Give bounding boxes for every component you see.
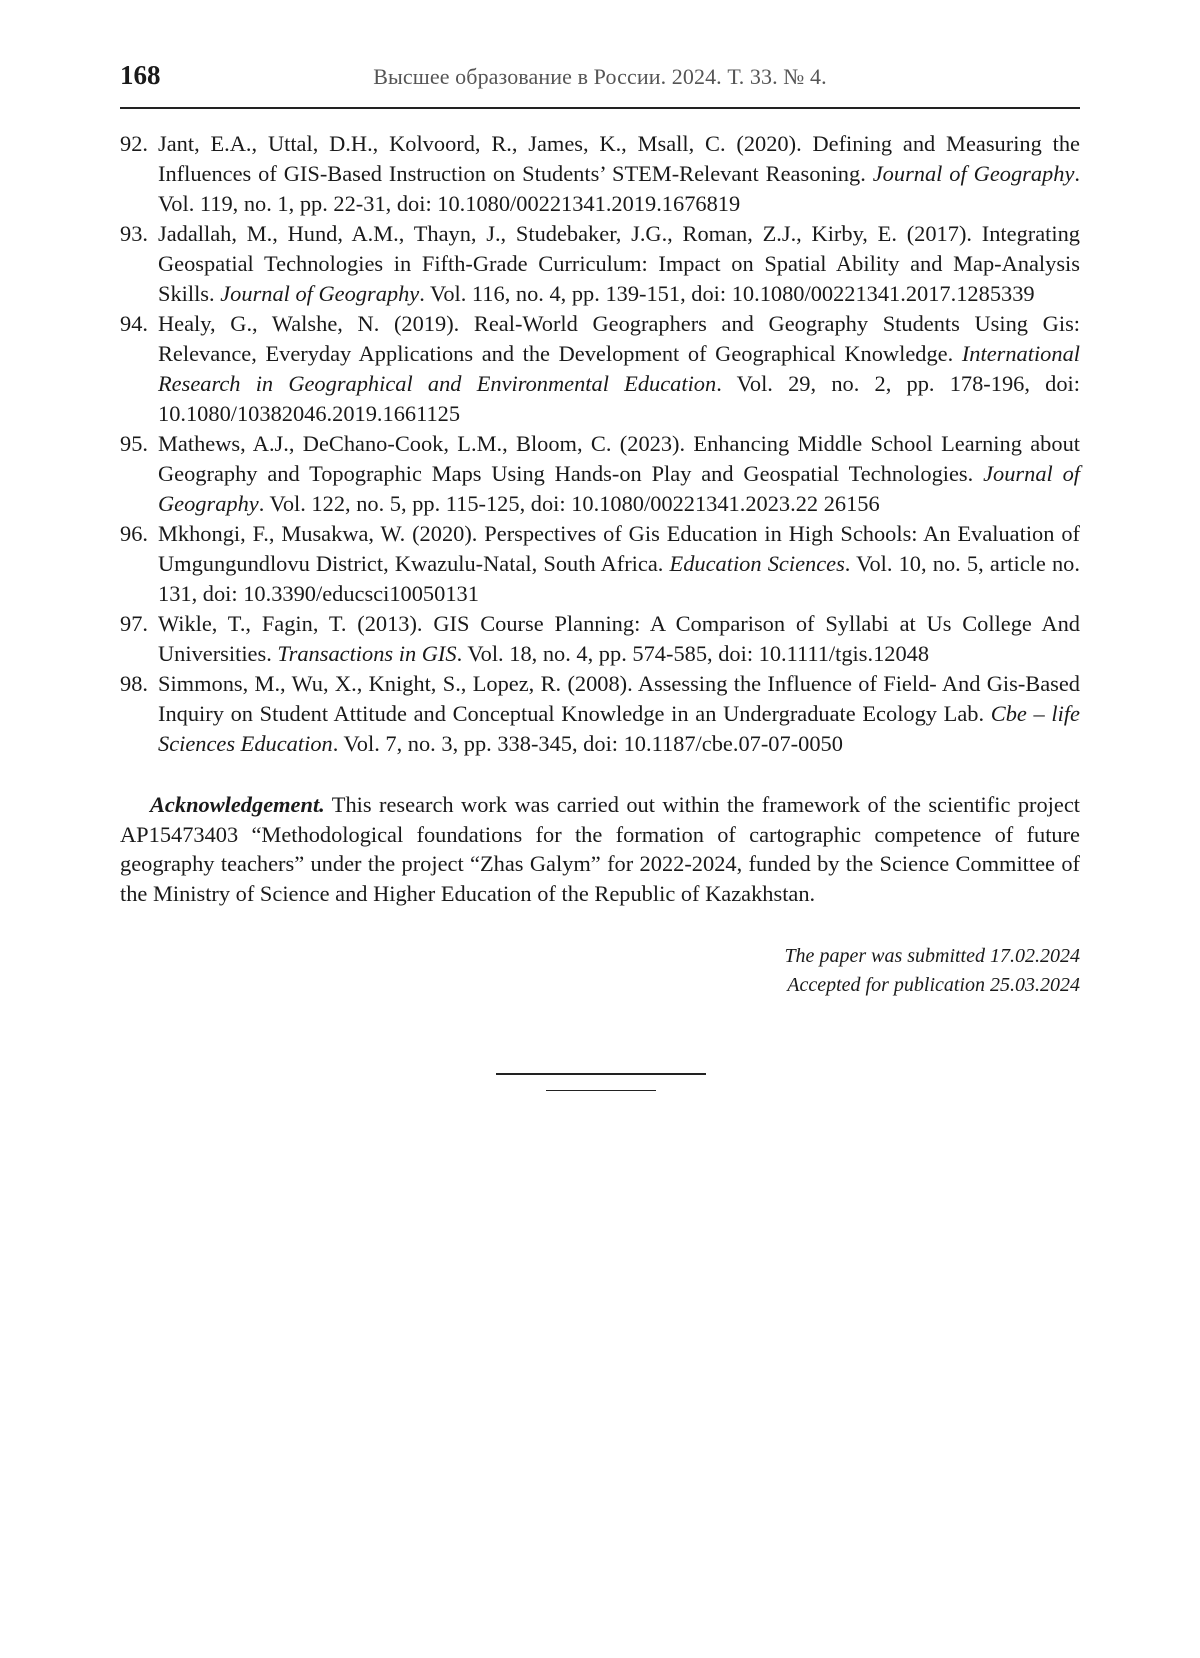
reference-body: Jadallah, M., Hund, A.M., Thayn, J., Studebaker, J.G., Roman, Z.J., Kirby, E. (2017). Integrating Geospatial Technologies in Fifth-Grade Curriculum: Impact on Spatial Ability and Map-Analysis Skills. bbox=[158, 221, 1080, 306]
reference-item bbox=[120, 669, 1080, 759]
journal-title: Transactions in GIS bbox=[277, 641, 457, 666]
reference-item bbox=[120, 609, 1080, 669]
reference-number: 93. bbox=[120, 221, 148, 246]
journal-title: Journal of Geography bbox=[872, 161, 1075, 186]
reference-number: 98. bbox=[120, 671, 148, 696]
reference-text bbox=[158, 611, 1080, 666]
reference-number: 97. bbox=[120, 611, 148, 636]
journal-title: International Research in Geographical and Environmental Education bbox=[158, 341, 1080, 396]
end-rule-long bbox=[496, 1073, 706, 1075]
reference-text bbox=[158, 221, 1080, 306]
reference-number: 96. bbox=[120, 521, 148, 546]
reference-list bbox=[120, 129, 1080, 759]
reference-text bbox=[158, 671, 1080, 756]
accepted-date: Accepted for publication 25.03.2024 bbox=[787, 974, 1080, 996]
reference-body: Simmons, M., Wu, X., Knight, S., Lopez, R. (2008). Assessing the Influence of Field- And Gis-Based Inquiry on Student Attitude and Conceptual Knowledge in an Undergraduate Ecology Lab. bbox=[158, 671, 1080, 726]
reference-details: . Vol. 122, no. 5, pp. 115-125, doi: 10.1080/00221341.2023.22 26156 bbox=[258, 491, 880, 516]
running-title: Высшее образование в России. 2024. Т. 33. № 4. bbox=[373, 64, 827, 89]
journal-title: Education Sciences bbox=[669, 551, 845, 576]
acknowledgement-paragraph bbox=[120, 790, 1080, 908]
journal-title: Journal of Geography bbox=[220, 281, 420, 306]
reference-details: . Vol. 119, no. 1, pp. 22-31, doi: 10.1080/00221341.2019.1676819 bbox=[158, 161, 1080, 216]
end-rule-short bbox=[546, 1090, 656, 1091]
reference-text bbox=[158, 431, 1080, 516]
reference-item bbox=[120, 429, 1080, 519]
submitted-date: The paper was submitted 17.02.2024 bbox=[784, 945, 1080, 967]
page-header bbox=[120, 0, 1080, 109]
reference-details: . Vol. 7, no. 3, pp. 338-345, doi: 10.1187/cbe.07-07-0050 bbox=[332, 731, 843, 756]
reference-body: Healy, G., Walshe, N. (2019). Real-World Geographers and Geography Students Using Gis: Relevance, Everyday Applications and the Development of Geographical Knowledge. bbox=[158, 311, 1080, 366]
reference-body: Wikle, T., Fagin, T. (2013). GIS Course Planning: A Comparison of Syllabi at Us College And Universities. bbox=[158, 611, 1080, 666]
reference-body: Mathews, A.J., DeChano-Cook, L.M., Bloom, C. (2023). Enhancing Middle School Learning about Geography and Topographic Maps Using Hands-on Play and Geospatial Technologies. bbox=[158, 431, 1080, 486]
reference-details: . Vol. 29, no. 2, pp. 178-196, doi: 10.1080/10382046.2019.1661125 bbox=[158, 371, 1080, 426]
journal-title: Cbe – life Sciences Education bbox=[158, 701, 1080, 756]
reference-details: . Vol. 10, no. 5, article no. 131, doi: 10.3390/educsci10050131 bbox=[158, 551, 1080, 606]
reference-item bbox=[120, 219, 1080, 309]
reference-body: Jant, E.A., Uttal, D.H., Kolvoord, R., James, K., Msall, C. (2020). Defining and Measuring the Influences of GIS-Based Instruction on Students’ STEM-Relevant Reasoning. bbox=[158, 131, 1080, 186]
submission-dates bbox=[120, 942, 1080, 1000]
reference-details: . Vol. 116, no. 4, pp. 139-151, doi: 10.1080/00221341.2017.1285339 bbox=[419, 281, 1035, 306]
reference-text bbox=[158, 311, 1080, 426]
acknowledgement-label: Acknowledgement. bbox=[150, 792, 325, 817]
acknowledgement-text: This research work was carried out within the framework of the scientific project AP15473403 “Methodological foundations for the formation of cartographic competence of future geography teachers” under the project “Zhas Galym” for 2022-2024, funded by the Science Committee of the Ministry of Science and Higher Education of the Republic of Kazakhstan. bbox=[120, 792, 1080, 906]
journal-page bbox=[120, 0, 1080, 1000]
reference-number: 94. bbox=[120, 311, 148, 336]
reference-number: 92. bbox=[120, 131, 148, 156]
reference-item bbox=[120, 309, 1080, 429]
reference-text bbox=[158, 131, 1080, 216]
reference-item bbox=[120, 129, 1080, 219]
reference-text bbox=[158, 521, 1080, 606]
reference-number: 95. bbox=[120, 431, 148, 456]
page-number: 168 bbox=[120, 60, 161, 90]
reference-details: . Vol. 18, no. 4, pp. 574-585, doi: 10.1111/tgis.12048 bbox=[456, 641, 930, 666]
journal-title: Journal of Geography bbox=[158, 461, 1081, 516]
reference-body: Mkhongi, F., Musakwa, W. (2020). Perspectives of Gis Education in High Schools: An Evaluation of Umgungundlovu District, Kwazulu-Natal, South Africa. bbox=[158, 521, 1080, 576]
reference-item bbox=[120, 519, 1080, 609]
